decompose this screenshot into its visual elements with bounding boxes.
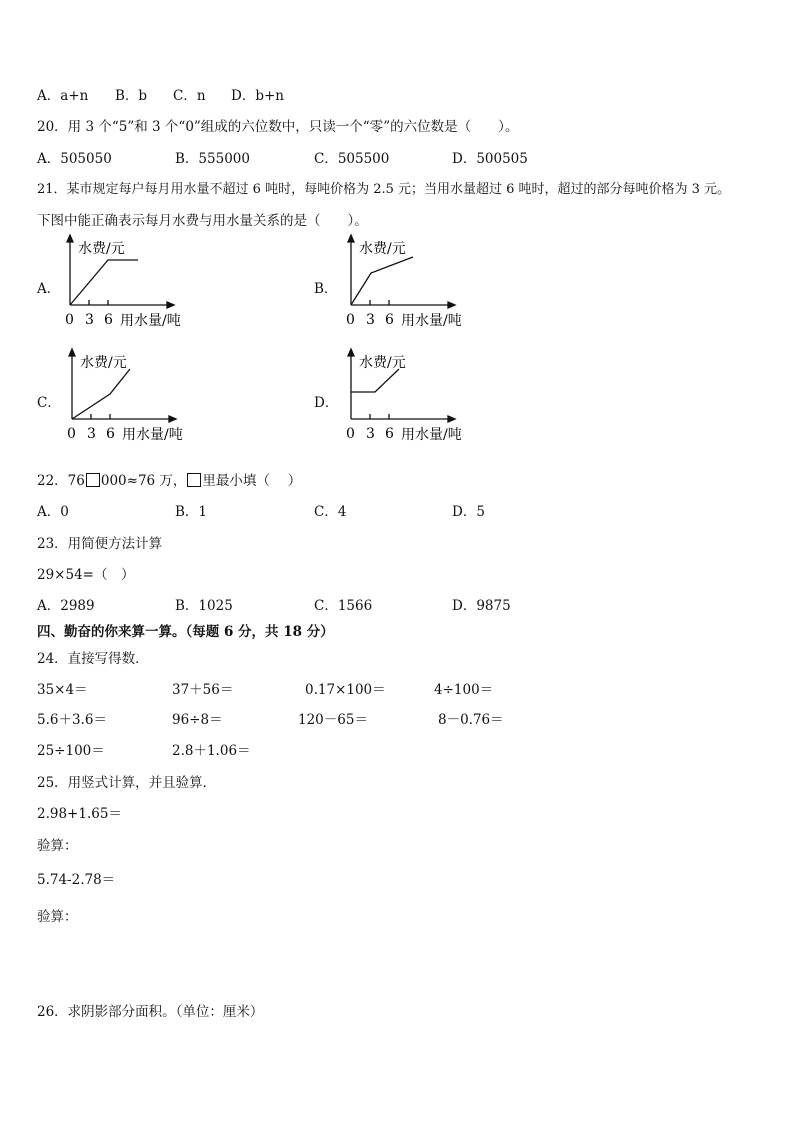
x-axis-label: 用水量/吨 [120, 313, 181, 329]
q21-option-c-label: C． [37, 395, 61, 411]
q24-question: 24．直接写得数． [37, 651, 149, 667]
q25-check-2: 验算： [37, 909, 78, 925]
q21-question-line1: 21．某市规定每户每月用水量不超过 6 吨时，每吨价格为 2.5 元；当用水量超过 6 吨时，超过的部分每吨价格为 3 元。 [37, 182, 731, 197]
tick-3: 3 [85, 312, 94, 328]
svg-text:用水量/吨: 用水量/吨 [401, 427, 462, 443]
q24-item: 4÷100＝ [434, 682, 494, 698]
svg-text:0: 0 [346, 312, 355, 328]
y-axis-arrow [67, 235, 73, 242]
svg-text:3: 3 [366, 312, 375, 328]
q20-option-a: A．505050 [37, 151, 112, 167]
q22-question [37, 469, 301, 489]
q20-question: 20．用 3 个“5”和 3 个“0”组成的六位数中，只读一个“零”的六位数是（ ）。 [37, 119, 519, 135]
q23-expression: 29×54=（ ） [37, 567, 135, 583]
q26-question: 26．求阴影部分面积。（单位：厘米） [37, 1004, 264, 1020]
q25-check-1: 验算： [37, 838, 78, 854]
section-4-heading: 四、勤奋的你来算一算。（每题 6 分，共 18 分） [37, 624, 334, 640]
q20-option-c: C．505500 [314, 151, 390, 167]
q24-item: 8－0.76＝ [438, 712, 504, 728]
q25-question: 25．用竖式计算，并且验算． [37, 775, 217, 791]
svg-text:用水量/吨: 用水量/吨 [122, 427, 183, 443]
graph-c-line [72, 369, 130, 419]
q22-prefix: 22．76 [37, 473, 85, 489]
tick-0: 0 [65, 312, 74, 328]
q24-item: 120－65＝ [298, 712, 368, 728]
q21-graph-b [341, 233, 491, 333]
svg-text:3: 3 [87, 426, 96, 442]
svg-text:水费/元: 水费/元 [359, 355, 406, 371]
q23-option-d: D．9875 [452, 598, 511, 614]
q23-option-a: A．2989 [37, 598, 95, 614]
x-axis-arrow [167, 302, 174, 308]
q24-item: 37＋56＝ [172, 682, 234, 698]
q21-question-line2: 下图中能正确表示每月水费与用水量关系的是（ ）。 [37, 213, 368, 229]
q24-item: 2.8＋1.06＝ [172, 743, 251, 759]
q21-option-d-label: D． [314, 395, 339, 411]
q24-item: 96÷8＝ [172, 712, 223, 728]
q23-question: 23．用简便方法计算 [37, 536, 163, 552]
graph-d-line [351, 369, 399, 392]
q23-option-c: C．1566 [314, 598, 373, 614]
svg-text:6: 6 [385, 426, 394, 442]
q21-option-b-label: B． [314, 281, 338, 297]
q22-middle: 000≈76 万， [100, 473, 187, 489]
q24-item: 25÷100＝ [37, 743, 105, 759]
q23-option-b: B．1025 [175, 598, 233, 614]
blank-box [86, 473, 100, 487]
q20-option-b: B．555000 [175, 151, 250, 167]
q25-expression-2: 5.74-2.78＝ [37, 872, 116, 888]
q25-expression-1: 2.98+1.65＝ [37, 806, 122, 822]
q21-graph-c [62, 347, 212, 447]
svg-text:用水量/吨: 用水量/吨 [401, 313, 462, 329]
svg-text:水费/元: 水费/元 [80, 355, 127, 371]
blank-box [187, 473, 201, 487]
graph-a-line [70, 260, 138, 305]
q22-option-a: A．0 [37, 504, 69, 520]
q22-option-d: D．5 [452, 504, 485, 520]
y-axis-label: 水费/元 [78, 241, 125, 257]
q22-suffix: 里最小填（ ） [202, 473, 302, 489]
q24-item: 35×4＝ [37, 682, 88, 698]
q21-graph-a [60, 233, 210, 333]
svg-text:0: 0 [67, 426, 76, 442]
svg-text:3: 3 [366, 426, 375, 442]
svg-text:0: 0 [346, 426, 355, 442]
q19-option-b: B．b [115, 88, 148, 104]
q24-item: 5.6＋3.6＝ [37, 712, 107, 728]
q22-option-b: B．1 [175, 504, 208, 520]
q19-option-c: C．n [173, 88, 206, 104]
svg-text:水费/元: 水费/元 [359, 241, 406, 257]
q20-option-d: D．500505 [452, 151, 528, 167]
tick-6: 6 [104, 312, 113, 328]
q19-option-d: D．b+n [231, 88, 284, 104]
q19-option-a: A．a+n [37, 88, 89, 104]
q24-item: 0.17×100＝ [305, 682, 386, 698]
graph-b-line [351, 257, 413, 305]
q21-graph-d [341, 347, 491, 447]
q21-option-a-label: A． [37, 281, 61, 297]
svg-text:6: 6 [106, 426, 115, 442]
svg-text:6: 6 [385, 312, 394, 328]
q22-option-c: C．4 [314, 504, 347, 520]
